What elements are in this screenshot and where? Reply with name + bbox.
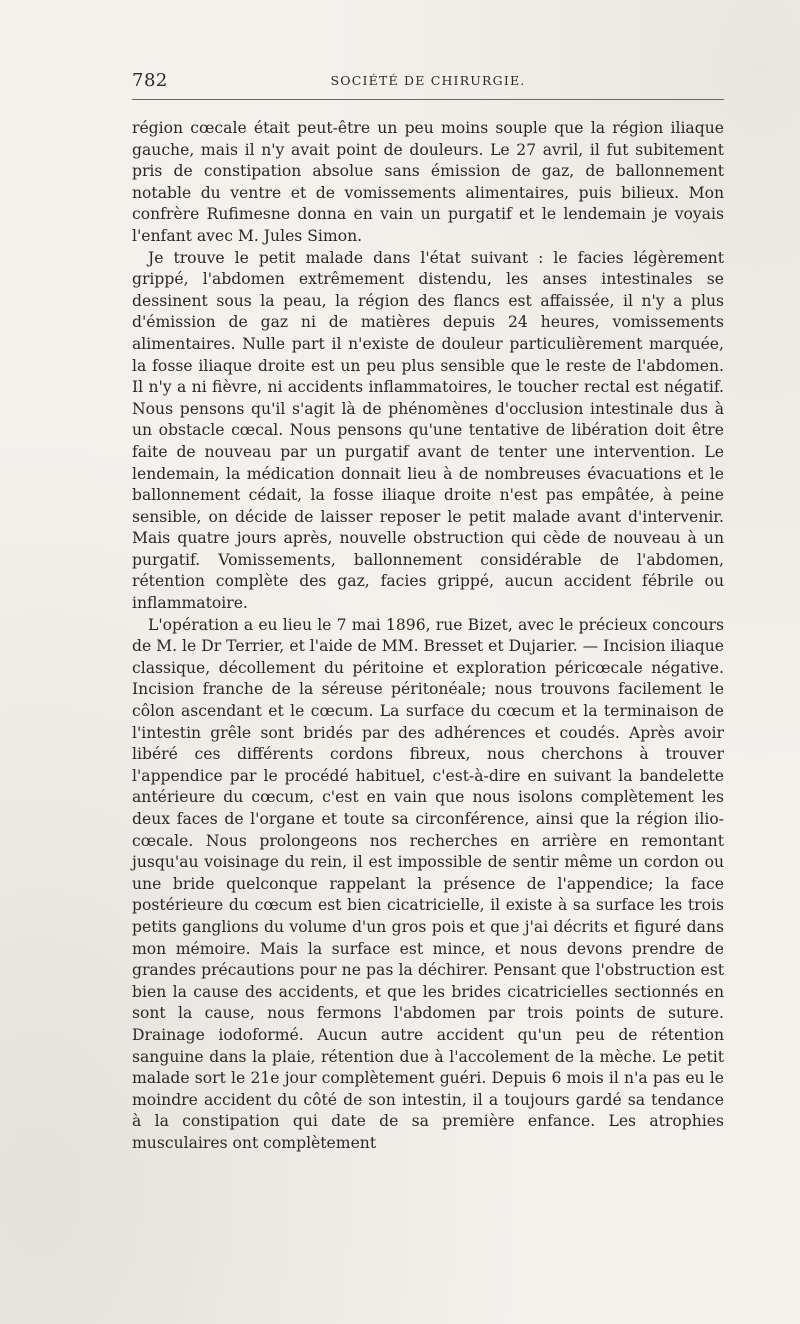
body-text bbox=[132, 118, 724, 1155]
running-head: SOCIÉTÉ DE CHIRURGIE. bbox=[330, 73, 526, 88]
page-header bbox=[132, 70, 724, 96]
page-number: 782 bbox=[132, 70, 168, 91]
header-rule bbox=[132, 99, 724, 100]
paragraph-clinical-state: Je trouve le petit malade dans l'état suivant : le facies légèrement grippé, l'abdomen extrêmement distendu, les anses intestinales se dessinent sous la peau, la région des flancs est affaissée, il n'y a plus d'émission de gaz ni de matières depuis 24 heures, vomissements alimentaires. Nulle part il n'existe de douleur particulièrement marquée, la fosse iliaque droite est un peu plus sensible que le reste de l'abdomen. Il n'y a ni fièvre, ni accidents inflammatoires, le toucher rectal est négatif. Nous pensons qu'il s'agit là de phénomènes d'occlusion intestinale dus à un obstacle cœcal. Nous pensons qu'une tentative de libération doit être faite de nouveau par un purgatif avant de tenter une intervention. Le lendemain, la médication donnait lieu à de nombreuses évacuations et le ballonnement cédait, la fosse iliaque droite n'est pas empâtée, à peine sensible, on décide de laisser reposer le petit malade avant d'intervenir. Mais quatre jours après, nouvelle obstruction qui cède de nouveau à un purgatif. Vomissements, ballonnement considérable de l'abdomen, rétention complète des gaz, facies grippé, aucun accident fébrile ou inflammatoire. bbox=[132, 248, 724, 613]
paragraph-continuation: région cœcale était peut-être un peu moins souple que la région iliaque gauche, mais il n'y avait point de douleurs. Le 27 avril, il fut subitement pris de constipation absolue sans émission de gaz, de ballonnement notable du ventre et de vomissements alimentaires, puis bilieux. Mon confrère Rufimesne donna en vain un purgatif et le lendemain je voyais l'enfant avec M. Jules Simon. bbox=[132, 119, 724, 245]
paragraph-operation: L'opération a eu lieu le 7 mai 1896, rue Bizet, avec le précieux concours de M. le Dr Terrier, et l'aide de MM. Bresset et Dujarier. — Incision iliaque classique, décollement du péritoine et exploration péricœcale négative. Incision franche de la séreuse péritonéale; nous trouvons facilement le côlon ascendant et le cœcum. La surface du cœcum et la terminaison de l'intestin grêle sont bridés par des adhérences et coudés. Après avoir libéré ces différents cordons fibreux, nous cherchons à trouver l'appendice par le procédé habituel, c'est-à-dire en suivant la bandelette antérieure du cœcum, c'est en vain que nous isolons complètement les deux faces de l'organe et toute sa circonférence, ainsi que la région ilio-cœcale. Nous prolongeons nos recherches en arrière en remontant jusqu'au voisinage du rein, il est impossible de sentir même un cordon ou une bride quelconque rappelant la présence de l'appendice; la face postérieure du cœcum est bien cicatricielle, il existe à sa surface les trois petits ganglions du volume d'un gros pois et que j'ai décrits et figuré dans mon mémoire. Mais la surface est mince, et nous devons prendre de grandes précautions pour ne pas la déchirer. Pensant que l'obstruction est bien la cause des accidents, et que les brides cicatricielles sectionnés en sont la cause, nous fermons l'abdomen par trois points de suture. Drainage iodoformé. Aucun autre accident qu'un peu de rétention sanguine dans la plaie, rétention due à l'accolement de la mèche. Le petit malade sort le 21e jour complètement guéri. Depuis 6 mois il n'a pas eu le moindre accident du côté de son intestin, il a toujours gardé sa tendance à la constipation qui date de sa première enfance. Les atrophies musculaires ont complètement bbox=[132, 615, 724, 1152]
